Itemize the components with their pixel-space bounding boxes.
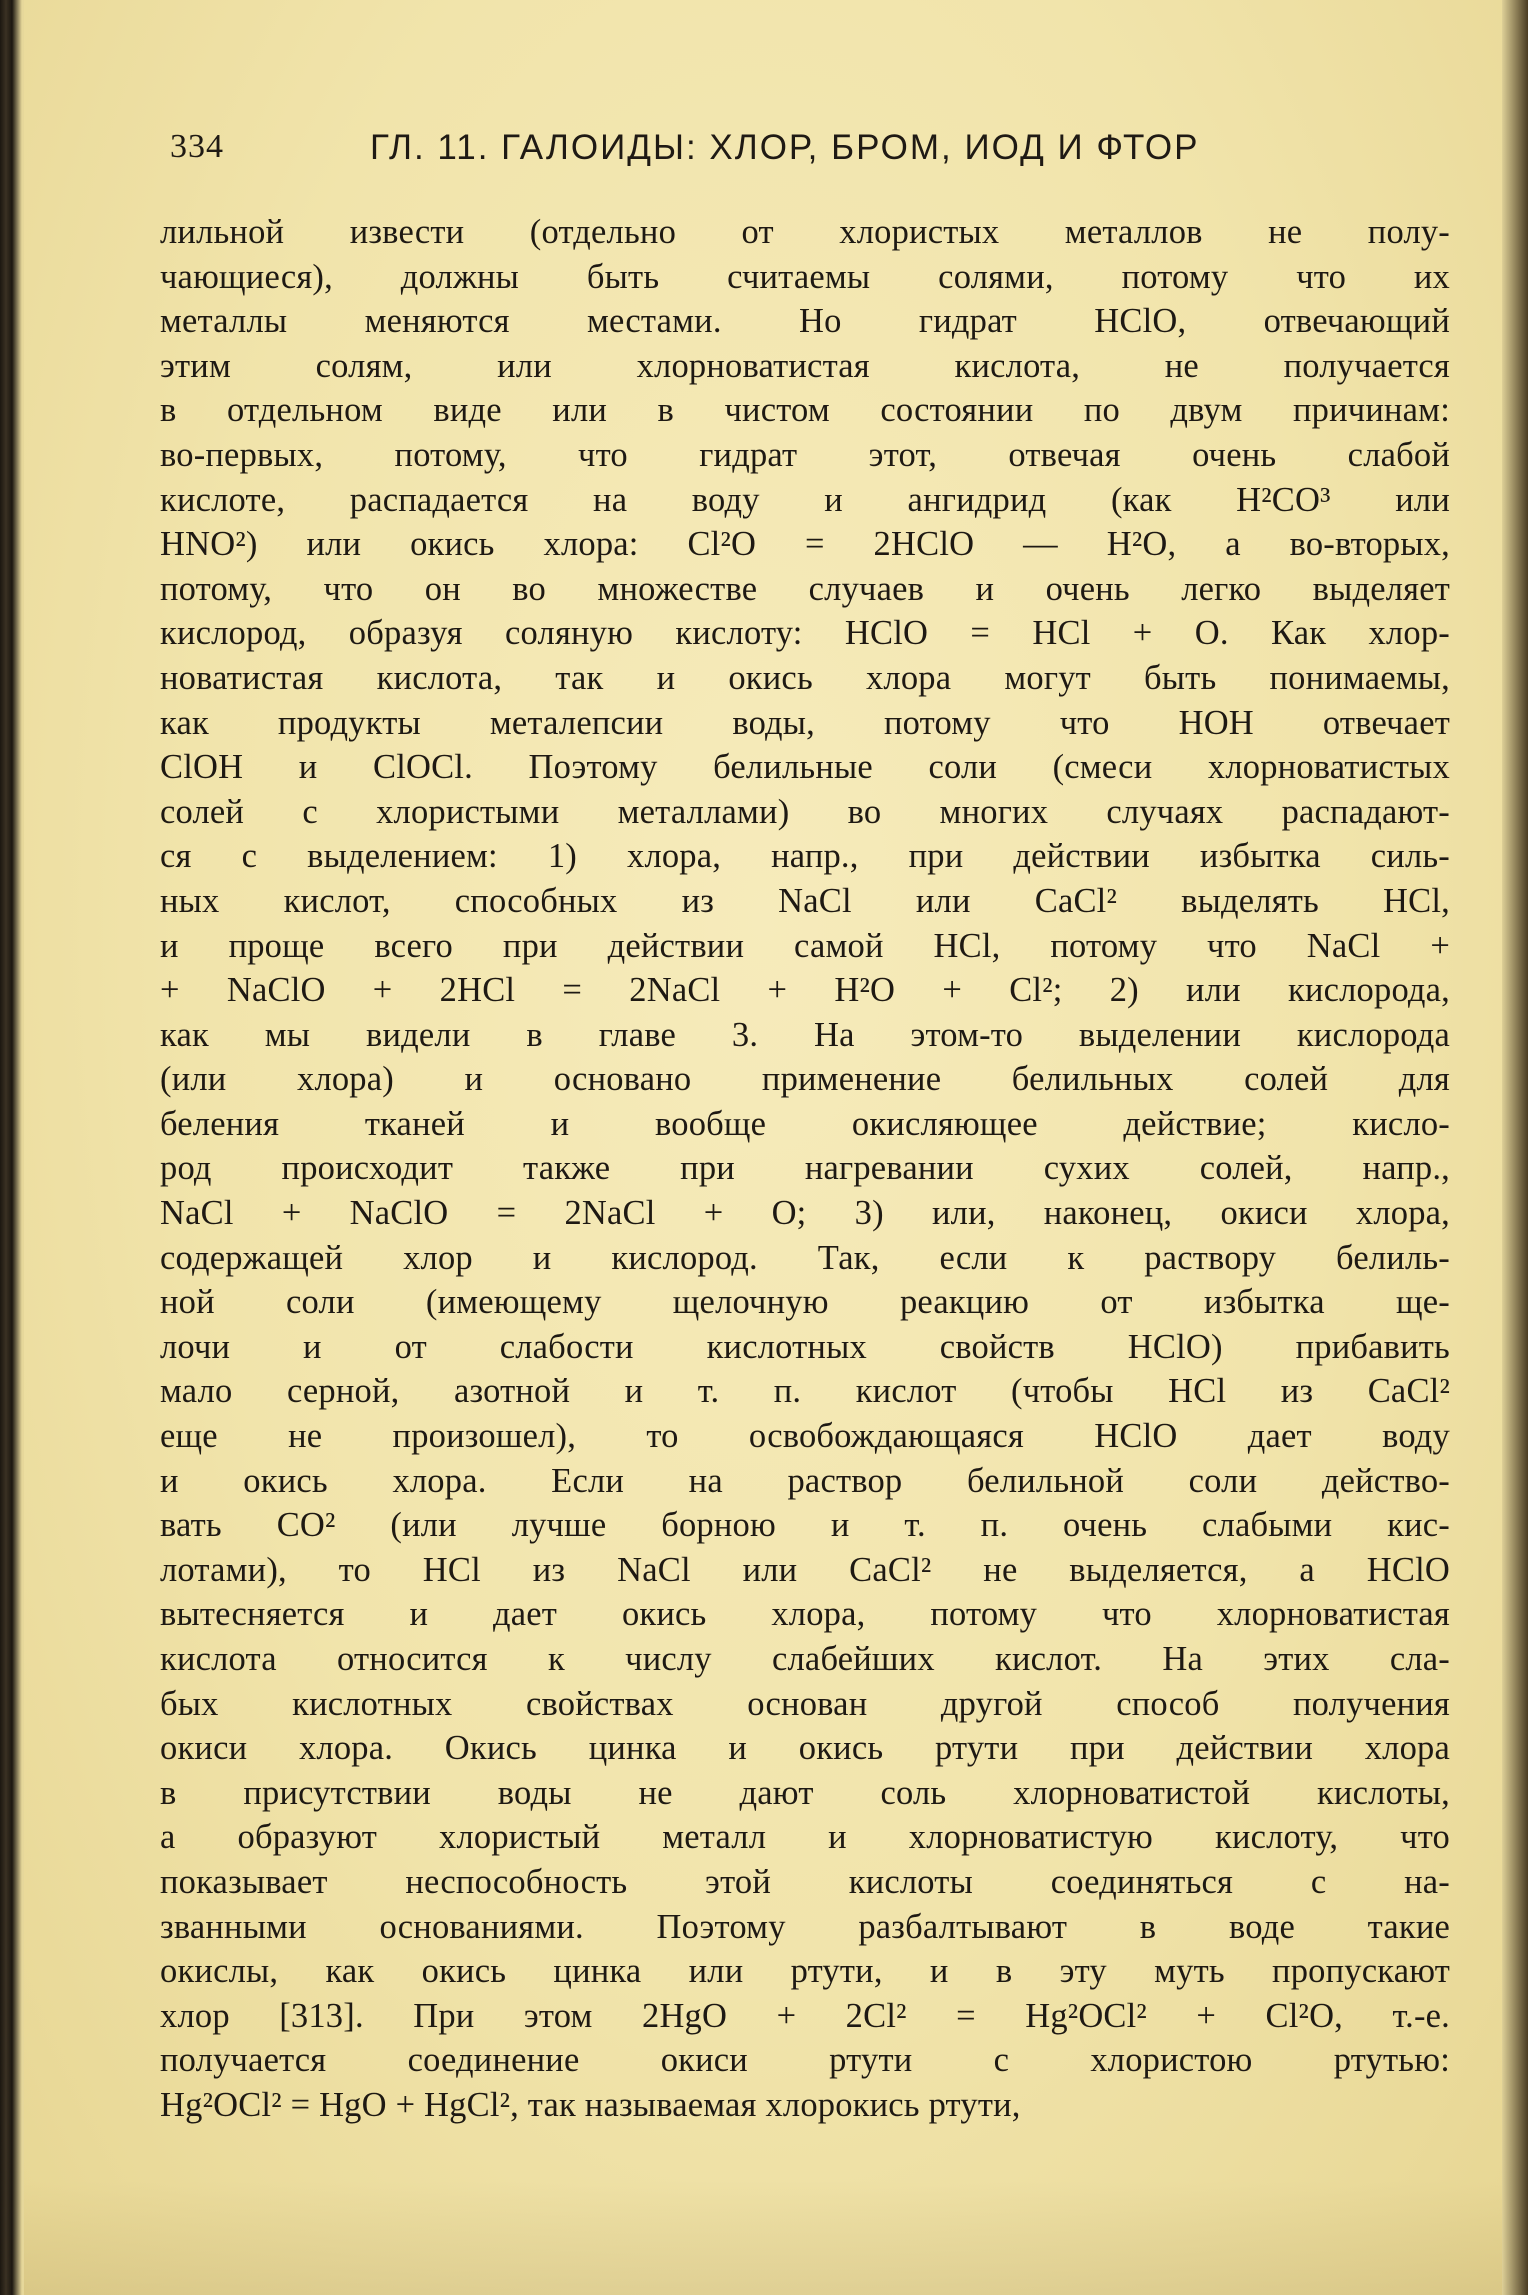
text-line: в присутствии воды не дают соль хлорноватистой кислоты, [160, 1773, 1450, 1812]
text-line: в отдельном виде или в чистом состоянии по двум причинам: [160, 391, 1450, 430]
text-line: + NaClO + 2HCl = 2NaCl + H²O + Cl²; 2) или кислорода, [160, 971, 1450, 1010]
text-line: вать CO² (или лучше борною и т. п. очень слабыми кис- [160, 1506, 1450, 1545]
text-line: ся с выделением: 1) хлора, напр., при действии избытка силь- [160, 837, 1450, 876]
text-line: как продукты металепсии воды, потому что HOH отвечает [160, 703, 1450, 742]
text-line: еще не произошел), то освобождающаяся HClO дает воду [160, 1417, 1450, 1456]
text-line: HNO²) или окись хлора: Cl²O = 2HClO — H²O, а во-вторых, [160, 525, 1450, 564]
body-text [160, 210, 1450, 2128]
text-line: лильной извести (отдельно от хлористых металлов не полу- [160, 213, 1450, 251]
text-line: а образуют хлористый металл и хлорноватистую кислоту, что [160, 1818, 1450, 1857]
text-line: металлы меняются местами. Но гидрат HClO, отвечающий [160, 302, 1450, 341]
text-line: показывает неспособность этой кислоты соединяться с на- [160, 1862, 1450, 1901]
text-line: содержащей хлор и кислород. Так, если к раствору белиль- [160, 1238, 1450, 1277]
text-line: этим солям, или хлорноватистая кислота, не получается [160, 346, 1450, 385]
text-line: получается соединение окиси ртути с хлористою ртутью: [160, 2041, 1450, 2080]
text-line: вытесняется и дает окись хлора, потому что хлорноватистая [160, 1595, 1450, 1634]
running-head: ГЛ. 11. ГАЛОИДЫ: ХЛОР, БРОМ, ИОД И ФТОР [370, 128, 1200, 167]
text-line: и окись хлора. Если на раствор белильной соли действо- [160, 1461, 1450, 1500]
text-line: мало серной, азотной и т. п. кислот (чтобы HCl из CaCl² [160, 1372, 1450, 1411]
text-line: лочи и от слабости кислотных свойств HClO) прибавить [160, 1327, 1450, 1366]
text-line: NaCl + NaClO = 2NaCl + O; 3) или, наконец, окиси хлора, [160, 1194, 1450, 1233]
page-header [148, 120, 1448, 190]
text-line: род происходит также при нагревании сухих солей, напр., [160, 1149, 1450, 1188]
text-line: кислород, образуя соляную кислоту: HClO = HCl + O. Как хлор- [160, 614, 1450, 653]
text-line: ных кислот, способных из NaCl или CaCl² выделять HCl, [160, 881, 1450, 920]
text-line: окиси хлора. Окись цинка и окись ртути при действии хлора [160, 1729, 1450, 1768]
text-line: кислота относится к числу слабейших кислот. На этих сла- [160, 1640, 1450, 1678]
text-line: хлор [313]. При этом 2HgO + 2Cl² = Hg²OCl² + Cl²O, т.-е. [160, 1996, 1450, 2035]
text-line: беления тканей и вообще окисляющее действие; кисло- [160, 1104, 1450, 1143]
text-line: окислы, как окись цинка или ртути, и в эту муть пропускают [160, 1952, 1450, 1991]
text-line: ной соли (имеющему щелочную реакцию от избытка ще- [160, 1283, 1450, 1322]
text-line: новатистая кислота, так и окись хлора могут быть понимаемы, [160, 658, 1450, 697]
text-line: во-первых, потому, что гидрат этот, отвечая очень слабой [160, 435, 1450, 474]
text-line: кислоте, распадается на воду и ангидрид (как H²CO³ или [160, 480, 1450, 519]
text-line: званными основаниями. Поэтому разбалтывают в воде такие [160, 1907, 1450, 1946]
text-line: и проще всего при действии самой HCl, потому что NaCl + [160, 926, 1450, 965]
text-line: бых кислотных свойствах основан другой способ получения [160, 1684, 1450, 1723]
page-shadow [24, 2180, 1502, 2295]
text-line: как мы видели в главе 3. На этом-то выделении кислорода [160, 1015, 1450, 1054]
text-line: ClOH и ClOCl. Поэтому белильные соли (смеси хлорноватистых [160, 748, 1450, 787]
text-line: солей с хлористыми металлами) во многих случаях распадают- [160, 792, 1450, 831]
text-line: потому, что он во множестве случаев и очень легко выделяет [160, 569, 1450, 608]
text-line: лотами), то HCl из NaCl или CaCl² не выделяется, а HClO [160, 1550, 1450, 1589]
text-line: чающиеся), должны быть считаемы солями, потому что их [160, 257, 1450, 296]
text-line: (или хлора) и основано применение белильных солей для [160, 1060, 1450, 1099]
text-line: Hg²OCl² = HgO + HgCl², так называемая хлорокись ртути, [160, 2085, 1021, 2124]
page-number: 334 [170, 128, 224, 165]
